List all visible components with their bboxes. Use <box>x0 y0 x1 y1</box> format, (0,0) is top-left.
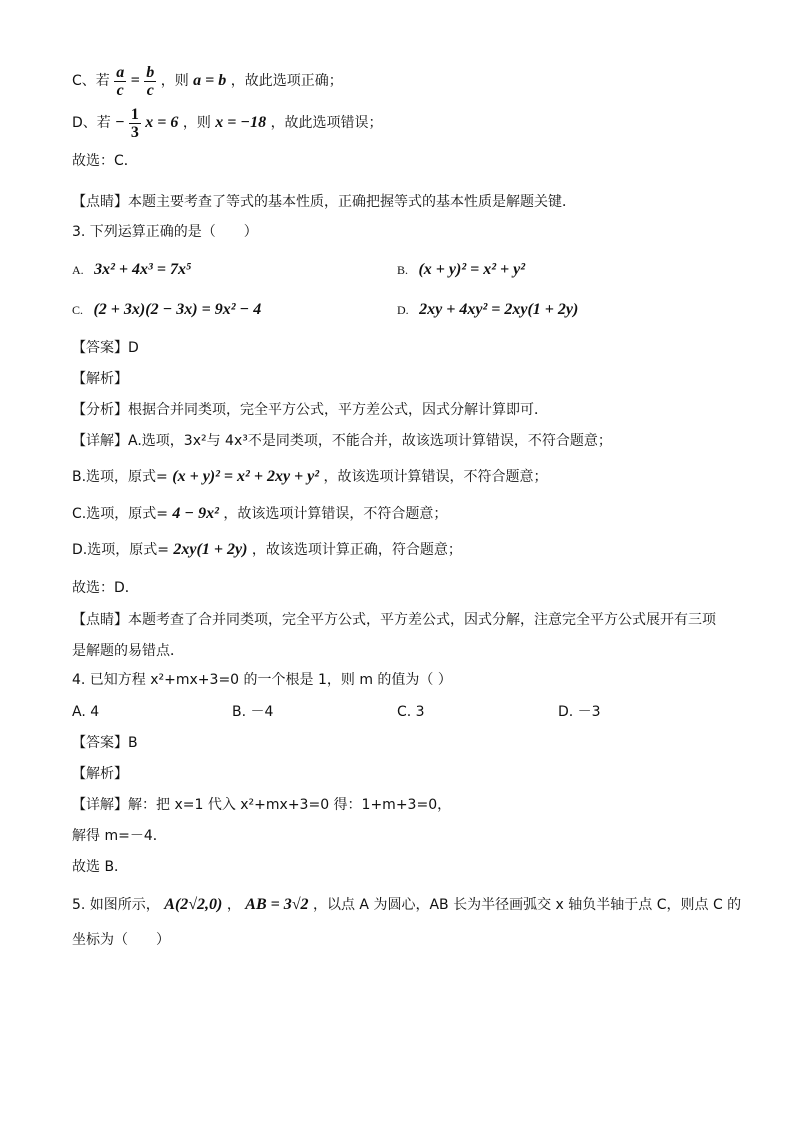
q2-option-c-line <box>72 63 343 99</box>
q3-option-a <box>72 258 192 282</box>
line-suffix: ，故该选项计算错误，不符合题意； <box>223 506 448 522</box>
q3-xiangjie-c <box>72 502 447 526</box>
option-expression: 3x² + 4x³ = 7x⁵ <box>94 261 192 278</box>
line-prefix: C.选项，原式= <box>72 506 168 522</box>
q3-xiangjie-d <box>72 538 462 562</box>
q2-c-prefix: C、若 <box>72 73 110 89</box>
point-a-expression: A(2√2,0) <box>164 896 223 913</box>
equals-sign: = <box>130 72 140 89</box>
line-expression: (x + y)² = x² + 2xy + y² <box>172 468 320 485</box>
segment-ab-expression: AB = 3√2 <box>245 896 309 913</box>
fraction-numerator: 1 <box>130 105 139 123</box>
q3-option-d <box>397 298 578 322</box>
option-label: C. <box>72 303 84 317</box>
fraction-numerator: b <box>146 63 155 81</box>
option-expression: (2 + 3x)(2 − 3x) = 9x² − 4 <box>93 301 262 318</box>
option-label: A. <box>72 263 84 277</box>
q4-option-c: C. 3 <box>397 704 425 720</box>
line-suffix: ，故该选项计算正确，符合题意； <box>251 542 462 558</box>
fraction-numerator: a <box>116 63 125 81</box>
line-prefix: D.选项，原式= <box>72 542 169 558</box>
q2-c-mid: ，则 <box>160 73 189 89</box>
q5-stem-line1 <box>72 892 741 918</box>
option-label: D. <box>397 303 409 317</box>
q3-stem: 3. 下列运算正确的是（ ） <box>72 224 258 240</box>
q2-d-prefix: D、若 <box>72 115 111 131</box>
q3-dianjing-1: 【点睛】本题考查了合并同类项，完全平方公式，平方差公式，因式分解，注意完全平方公式展开有三项 <box>72 612 716 628</box>
line-expression: 2xy(1 + 2y) <box>173 541 248 558</box>
q4-xiangjie: 【详解】解：把 x=1 代入 x²+mx+3=0 得：1+m+3=0， <box>72 797 452 813</box>
line-suffix: ，故该选项计算错误，不符合题意； <box>323 469 548 485</box>
q2-c-fraction-a-over-c <box>114 64 126 99</box>
q4-option-b: B. －4 <box>232 704 274 720</box>
q2-d-suffix: ，故此选项错误； <box>270 115 383 131</box>
minus-sign: − <box>115 114 125 131</box>
q4-answer: 【答案】B <box>72 735 138 751</box>
option-label: B. <box>397 263 409 277</box>
line-suffix: ，以点 A 为圆心，AB 长为半径画弧交 x 轴负半轴于点 C，则点 C 的 <box>312 897 742 913</box>
q5-stem-line2: 坐标为（ ） <box>72 932 170 948</box>
q2-d-math2: x = −18 <box>215 114 267 131</box>
q2-c-math: a = b <box>193 72 227 89</box>
fraction-denominator: c <box>146 81 154 99</box>
line-prefix: B.选项，原式= <box>72 469 168 485</box>
q3-xiangjie-b <box>72 465 548 489</box>
q4-choice: 故选 B． <box>72 859 129 875</box>
separator: ， <box>226 897 241 913</box>
q3-choice: 故选：D． <box>72 580 139 596</box>
q3-analysis-head: 【解析】 <box>72 371 128 387</box>
q2-d-fraction-one-third <box>129 106 141 141</box>
option-expression: (x + y)² = x² + y² <box>418 261 526 278</box>
q3-answer: 【答案】D <box>72 340 139 356</box>
q2-option-d-line <box>72 105 383 141</box>
q3-option-c <box>72 298 261 322</box>
q3-xiangjie-a: 【详解】A.选项，3x²与 4x³不是同类项，不能合并，故该选项计算错误，不符合题意； <box>72 433 612 449</box>
fraction-denominator: c <box>116 81 124 99</box>
q2-c-suffix: ，故此选项正确； <box>230 73 343 89</box>
q2-c-fraction-b-over-c <box>144 64 156 99</box>
q4-option-d: D. －3 <box>558 704 601 720</box>
q2-d-mid: ，则 <box>182 115 211 131</box>
q3-dianjing-2: 是解题的易错点． <box>72 643 184 659</box>
q2-dianjing: 【点睛】本题主要考查了等式的基本性质，正确把握等式的基本性质是解题关键． <box>72 194 576 210</box>
q3-fenxi: 【分析】根据合并同类项，完全平方公式，平方差公式，因式分解计算即可． <box>72 402 548 418</box>
q4-stem: 4. 已知方程 x²+mx+3=0 的一个根是 1，则 m 的值为（ ） <box>72 672 452 688</box>
line-prefix: 5. 如图所示， <box>72 897 160 913</box>
q4-jiede: 解得 m=－4． <box>72 828 167 844</box>
option-expression: 2xy + 4xy² = 2xy(1 + 2y) <box>419 301 579 318</box>
q4-option-a: A. 4 <box>72 704 100 720</box>
fraction-denominator: 3 <box>130 123 139 141</box>
q3-option-b <box>397 258 525 282</box>
q2-d-math1: x = 6 <box>145 114 179 131</box>
q2-choice: 故选：C． <box>72 153 138 169</box>
q4-analysis-head: 【解析】 <box>72 766 128 782</box>
line-expression: 4 − 9x² <box>172 505 219 522</box>
